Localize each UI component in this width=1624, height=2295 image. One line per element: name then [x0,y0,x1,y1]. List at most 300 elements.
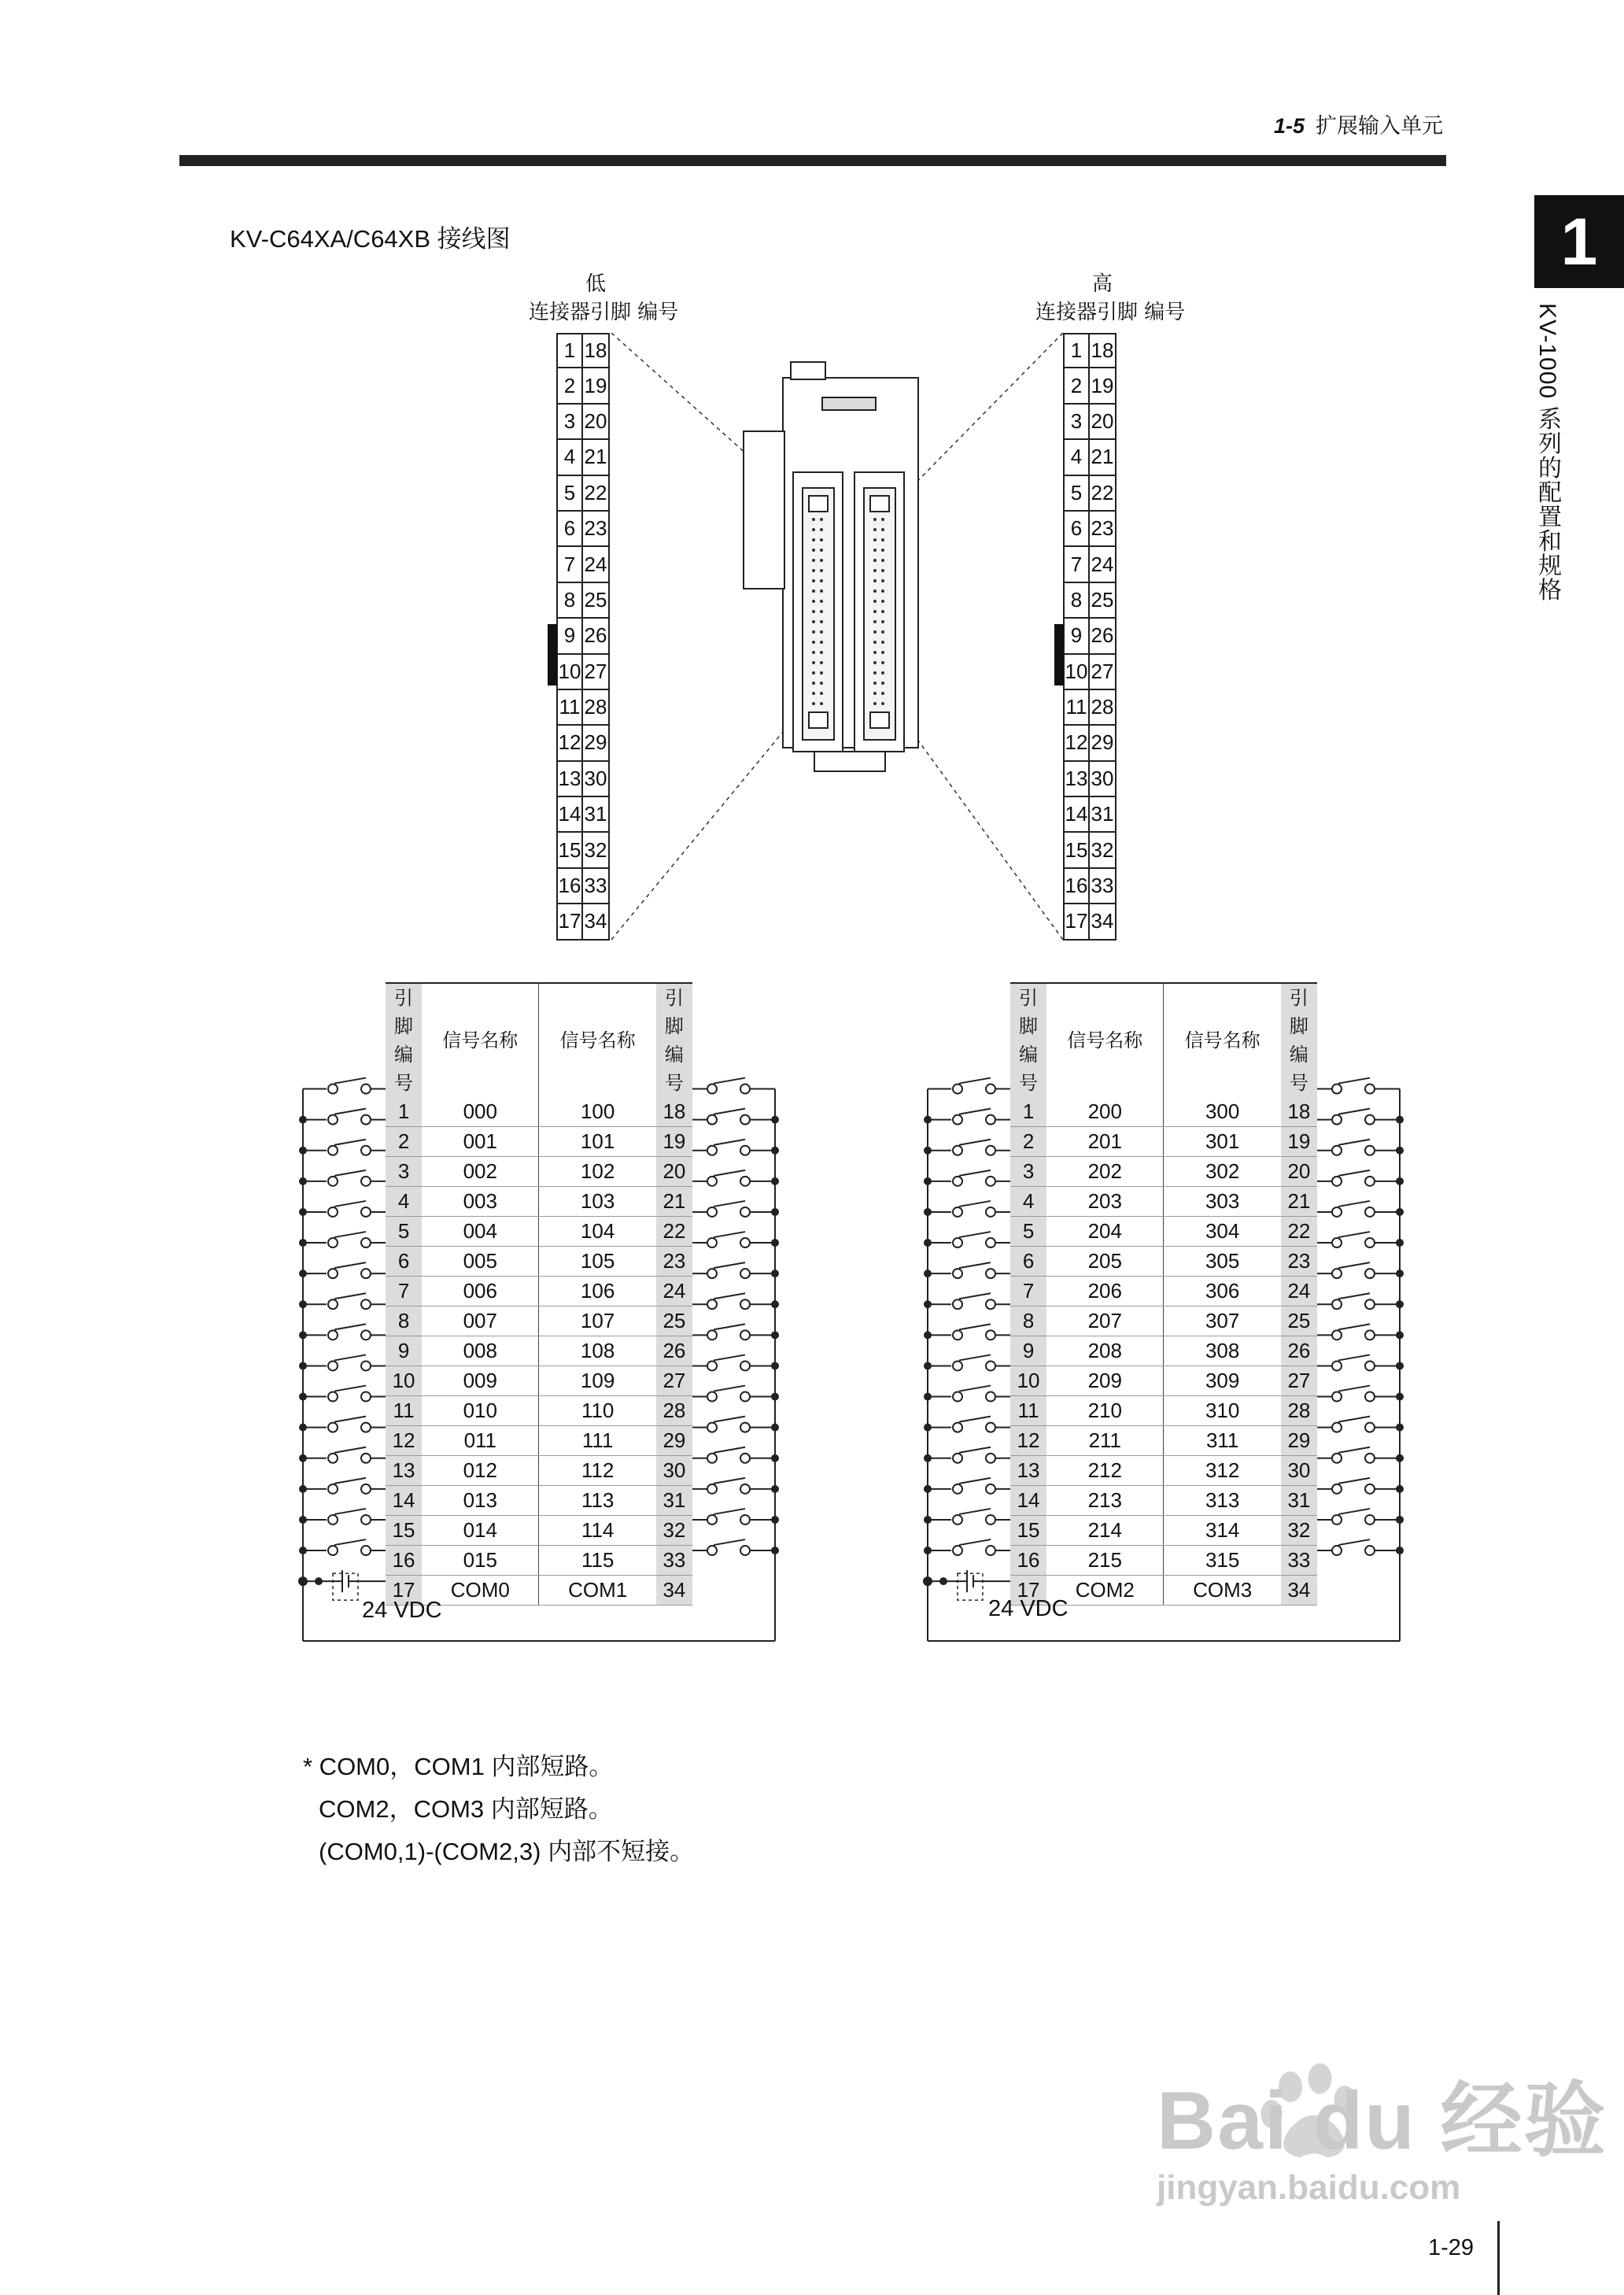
signal-name-cell: 115 [539,1546,656,1576]
switch-lever [959,1447,991,1453]
switch-contact [707,1115,717,1125]
pin-number: 18 [1090,333,1116,368]
switch-lever [959,1293,991,1299]
low-connector-label: 低 连接器引脚 编号 [529,272,679,324]
switch-contact [740,1546,750,1555]
pin-number: 29 [583,726,610,761]
switch-contact [1365,1515,1375,1524]
switch-contact [740,1454,750,1463]
signal-name-cell: 111 [539,1426,656,1456]
signal-name-cell: 205 [1046,1247,1164,1277]
signal-name-cell: 009 [422,1366,539,1396]
switch-lever [959,1140,991,1145]
pin-number: 9 [1063,619,1090,654]
pin-number-cell: 7 [386,1277,422,1306]
pin-number-cell: 18 [656,1097,692,1127]
pin-number-cell: 1 [386,1097,422,1127]
signal-name-cell: 206 [1046,1277,1164,1306]
switch-contact [953,1423,962,1432]
pin-number-cell: 26 [656,1336,692,1366]
pin-number: 30 [1090,762,1116,797]
switch-contact [740,1515,750,1524]
switch-lever [1338,1386,1370,1391]
pin-number-cell: 6 [386,1247,422,1277]
section-title: 扩展输入单元 [1316,114,1443,138]
switch-contact [953,1392,962,1402]
switch-contact [361,1269,371,1278]
pin-number-cell: 10 [386,1366,422,1396]
signal-name-cell: 003 [422,1187,539,1217]
switch-lever [714,1447,745,1453]
switch-contact [740,1484,750,1494]
pin-number: 5 [1063,476,1090,512]
switch-lever [1338,1509,1370,1514]
switch-contact [328,1330,338,1340]
pin-number: 33 [583,869,610,904]
switch-lever [1338,1478,1370,1484]
switch-lever [1338,1232,1370,1237]
switch-contact [328,1392,338,1402]
pin-number-cell: 5 [386,1217,422,1247]
signal-name-cell: 112 [539,1456,656,1486]
pin-number-cell: 12 [386,1426,422,1456]
switch-contact [361,1361,371,1370]
switch-lever [714,1262,745,1268]
switch-contact [707,1392,717,1402]
wiring-group [924,1078,1403,1641]
switch-contact [1332,1085,1342,1094]
switch-contact [740,1085,750,1094]
signal-name-cell: 203 [1046,1187,1164,1217]
switch-contact [953,1330,962,1340]
switch-lever [714,1201,745,1207]
pin-number: 23 [1090,512,1116,547]
switch-contact [1365,1546,1375,1555]
pin-number: 8 [1063,583,1090,619]
pin-number-cell: 21 [1281,1187,1317,1217]
switch-contact [328,1454,338,1463]
pin-number: 20 [1090,405,1116,440]
switch-contact [328,1115,338,1125]
chapter-tab: 1 [1534,195,1624,288]
chapter-side-title: KV-1000 系列的配置和规格 [1534,303,1560,602]
switch-contact [328,1299,338,1309]
switch-contact [1365,1269,1375,1278]
signal-name-cell: 105 [539,1247,656,1277]
switch-contact [740,1423,750,1432]
switch-lever [959,1078,991,1084]
pin-number: 13 [556,762,583,797]
notes [303,1746,694,1873]
switch-contact [953,1207,962,1217]
pin-number: 18 [583,333,610,368]
pin-number-cell: 5 [1010,1217,1046,1247]
signal-name-cell: 309 [1164,1366,1281,1396]
signal-name-cell: COM1 [539,1576,656,1606]
switch-lever [334,1201,366,1207]
pin-number-cell: 16 [386,1546,422,1576]
pin-number-cell: 19 [1281,1127,1317,1157]
switch-lever [959,1478,991,1484]
switch-contact [1332,1177,1342,1186]
switch-contact [986,1146,995,1155]
switch-lever [1338,1140,1370,1145]
switch-contact [1332,1423,1342,1432]
pin-number-cell: 8 [386,1306,422,1336]
signal-name-cell: 300 [1164,1097,1281,1127]
signal-header: 信号名称 [422,983,539,1097]
pin-number-cell: 27 [656,1366,692,1396]
pin-header: 引脚编号 [1010,983,1046,1097]
signal-name-cell: 200 [1046,1097,1164,1127]
pin-number: 6 [556,512,583,547]
switch-lever [959,1539,991,1545]
pin-number-cell: 20 [1281,1157,1317,1187]
pin-number: 1 [1063,333,1090,368]
switch-contact [740,1299,750,1309]
switch-lever [1338,1447,1370,1453]
pin-number: 11 [1063,690,1090,726]
signal-name-cell: 208 [1046,1336,1164,1366]
switch-contact [1365,1423,1375,1432]
switch-contact [953,1299,962,1309]
signal-name-cell: 209 [1046,1366,1164,1396]
pin-number-cell: 23 [656,1247,692,1277]
switch-contact [1332,1269,1342,1278]
switch-contact [1365,1177,1375,1186]
switch-contact [953,1454,962,1463]
switch-contact [740,1392,750,1402]
switch-contact [740,1177,750,1186]
switch-contact [707,1454,717,1463]
signal-name-cell: 007 [422,1306,539,1336]
switch-lever [714,1140,745,1145]
switch-lever [714,1417,745,1422]
note-3: (COM0,1)-(COM2,3) 内部不短接。 [319,1838,695,1865]
diagram-title: KV-C64XA/C64XB 接线图 [230,225,511,253]
signal-name-cell: 212 [1046,1456,1164,1486]
pin-number-cell: 22 [1281,1217,1317,1247]
signal-name-cell: 210 [1046,1396,1164,1426]
switch-contact [361,1546,371,1555]
switch-lever [714,1109,745,1114]
signal-name-cell: 108 [539,1336,656,1366]
signal-name-cell: 302 [1164,1157,1281,1187]
switch-lever [714,1078,745,1084]
signal-name-cell: 315 [1164,1546,1281,1576]
switch-contact [1332,1299,1342,1309]
switch-lever [334,1478,366,1484]
junction [940,1578,947,1584]
wiring-group [299,1078,778,1641]
switch-contact [707,1299,717,1309]
switch-contact [361,1423,371,1432]
signal-name-cell: 215 [1046,1546,1164,1576]
switch-lever [334,1509,366,1514]
signal-name-cell: 103 [539,1187,656,1217]
signal-name-cell: 000 [422,1097,539,1127]
switch-contact [1332,1361,1342,1370]
switch-contact [328,1361,338,1370]
pin-number-cell: 31 [656,1486,692,1516]
signal-name-cell: 307 [1164,1306,1281,1336]
switch-contact [986,1115,995,1125]
switch-lever [959,1232,991,1237]
pin-header: 引脚编号 [1281,983,1317,1097]
pin-number: 16 [556,869,583,904]
pin-header: 引脚编号 [386,983,422,1097]
pin-number-cell: 2 [386,1127,422,1157]
switch-contact [953,1484,962,1494]
pin-number-cell: 34 [1281,1576,1317,1606]
pin-number: 34 [583,904,610,940]
switch-lever [334,1262,366,1268]
switch-contact [1365,1454,1375,1463]
switch-contact [361,1207,371,1217]
signal-name-cell: 214 [1046,1516,1164,1546]
switch-contact [986,1207,995,1217]
pin-number-cell: 17 [1010,1576,1046,1606]
switch-lever [334,1293,366,1299]
switch-lever [959,1417,991,1422]
signal-name-cell: 110 [539,1396,656,1426]
pin-number-cell: 29 [656,1426,692,1456]
watermark [1157,2054,1607,2207]
switch-contact [361,1115,371,1125]
pin-number: 15 [1063,833,1090,868]
switch-lever [959,1386,991,1391]
switch-contact [740,1115,750,1125]
signal-name-cell: 014 [422,1516,539,1546]
switch-contact [1332,1330,1342,1340]
pin-number-cell: 11 [386,1396,422,1426]
section-number: 1-5 [1273,114,1305,138]
switch-contact [740,1361,750,1370]
pin-number: 26 [583,619,610,654]
pin-number: 14 [556,797,583,833]
pin-number: 11 [556,690,583,726]
switch-contact [1332,1238,1342,1247]
high-connector-label: 高 连接器引脚 编号 [1035,272,1186,324]
pin-number: 30 [583,762,610,797]
switch-contact [707,1330,717,1340]
pin-number-cell: 16 [1010,1546,1046,1576]
pin-number-cell: 20 [656,1157,692,1187]
pin-number-cell: 23 [1281,1247,1317,1277]
signal-name-cell: 010 [422,1396,539,1426]
switch-contact [1332,1484,1342,1494]
switch-contact [953,1146,962,1155]
switch-contact [740,1269,750,1278]
pin-number-cell: 21 [656,1187,692,1217]
signal-name-cell: 305 [1164,1247,1281,1277]
switch-contact [328,1146,338,1155]
pin-number: 21 [583,440,610,475]
switch-contact [328,1484,338,1494]
pin-number-cell: 1 [1010,1097,1046,1127]
signal-name-cell: 213 [1046,1486,1164,1516]
signal-name-cell: 113 [539,1486,656,1516]
signal-name-cell: 312 [1164,1456,1281,1486]
switch-contact [328,1207,338,1217]
pin-number-cell: 30 [1281,1456,1317,1486]
switch-contact [361,1330,371,1340]
pin-number: 7 [1063,547,1090,582]
signal-header: 信号名称 [1046,983,1164,1097]
switch-contact [361,1515,371,1524]
note-1: * COM0，COM1 内部短路。 [303,1753,614,1780]
signal-name-cell: 301 [1164,1127,1281,1157]
pin-number-cell: 3 [1010,1157,1046,1187]
pin-number-cell: 25 [1281,1306,1317,1336]
switch-contact [707,1085,717,1094]
switch-lever [714,1324,745,1329]
pin-number-cell: 32 [656,1516,692,1546]
signal-name-cell: 100 [539,1097,656,1127]
switch-lever [1338,1539,1370,1545]
switch-contact [328,1238,338,1247]
switch-lever [334,1140,366,1145]
switch-contact [986,1392,995,1402]
switch-lever [334,1109,366,1114]
signal-name-cell: 008 [422,1336,539,1366]
switch-contact [328,1546,338,1555]
pin-number: 12 [556,726,583,761]
signal-name-cell: 211 [1046,1426,1164,1456]
switch-lever [959,1201,991,1207]
switch-lever [334,1417,366,1422]
pin-number: 28 [583,690,610,726]
pin-number: 12 [1063,726,1090,761]
switch-contact [740,1330,750,1340]
switch-contact [707,1361,717,1370]
switch-contact [707,1207,717,1217]
switch-contact [361,1085,371,1094]
switch-contact [986,1330,995,1340]
switch-contact [707,1146,717,1155]
signal-name-cell: 005 [422,1247,539,1277]
pin-number-cell: 7 [1010,1277,1046,1306]
switch-lever [334,1354,366,1360]
pin-number-cell: 12 [1010,1426,1046,1456]
switch-contact [740,1238,750,1247]
pin-number: 32 [1090,833,1116,868]
pin-number: 6 [1063,512,1090,547]
switch-contact [986,1454,995,1463]
signal-name-cell: COM2 [1046,1576,1164,1606]
switch-contact [1332,1515,1342,1524]
switch-contact [953,1546,962,1555]
signal-name-cell: 306 [1164,1277,1281,1306]
pin-number: 28 [1090,690,1116,726]
switch-contact [328,1085,338,1094]
battery-dashed-box [958,1573,983,1600]
signal-name-cell: 107 [539,1306,656,1336]
pin-number-cell: 8 [1010,1306,1046,1336]
signal-name-cell: 109 [539,1366,656,1396]
switch-lever [1338,1170,1370,1176]
signal-name-cell: 314 [1164,1516,1281,1546]
switch-contact [953,1115,962,1125]
pin-number: 26 [1090,619,1116,654]
switch-contact [328,1423,338,1432]
note-2: COM2，COM3 内部短路。 [319,1795,613,1823]
pin-number-cell: 4 [386,1187,422,1217]
pin-number: 4 [1063,440,1090,475]
switch-contact [953,1085,962,1094]
pin-number: 31 [1090,797,1116,833]
pin-number-cell: 19 [656,1127,692,1157]
pin-number: 17 [1063,904,1090,940]
pin-number-cell: 9 [386,1336,422,1366]
pin-number: 29 [1090,726,1116,761]
switch-contact [707,1238,717,1247]
battery-dashed-box [333,1573,358,1600]
switch-contact [986,1515,995,1524]
switch-lever [334,1324,366,1329]
switch-lever [1338,1201,1370,1207]
pin-number: 14 [1063,797,1090,833]
pin-number: 3 [556,405,583,440]
switch-contact [1365,1115,1375,1125]
pin-number-cell: 32 [1281,1516,1317,1546]
switch-lever [714,1386,745,1391]
pin-number: 31 [583,797,610,833]
signal-name-cell: 202 [1046,1157,1164,1187]
switch-contact [953,1238,962,1247]
pin-number-cell: 13 [1010,1456,1046,1486]
switch-contact [953,1515,962,1524]
pin-number-cell: 17 [386,1576,422,1606]
switch-contact [986,1085,995,1094]
switch-contact [1365,1238,1375,1247]
signal-name-cell: 015 [422,1546,539,1576]
switch-contact [328,1177,338,1186]
switch-contact [361,1454,371,1463]
pin-number: 17 [556,904,583,940]
switch-lever [959,1324,991,1329]
watermark-url: jingyan.baidu.com [1157,2168,1461,2207]
switch-lever [714,1170,745,1176]
supply-label-left: 24 VDC [362,1598,442,1623]
signal-name-cell: 001 [422,1127,539,1157]
switch-contact [1365,1207,1375,1217]
switch-contact [986,1177,995,1186]
page-number-rule [1497,2221,1500,2295]
switch-contact [986,1299,995,1309]
signal-name-cell: 201 [1046,1127,1164,1157]
switch-contact [1365,1299,1375,1309]
switch-lever [714,1232,745,1237]
switch-lever [334,1170,366,1176]
pin-number-cell: 14 [386,1486,422,1516]
pin-number: 3 [1063,405,1090,440]
switch-lever [1338,1262,1370,1268]
signal-name-cell: COM0 [422,1576,539,1606]
signal-name-cell: 106 [539,1277,656,1306]
pin-number-cell: 3 [386,1157,422,1187]
pin-number: 22 [583,476,610,512]
watermark-brand: Bai du 经验 [1157,2075,1607,2167]
signal-name-cell: 114 [539,1516,656,1546]
signal-name-cell: 101 [539,1127,656,1157]
switch-contact [361,1177,371,1186]
pin-number-cell: 28 [656,1396,692,1426]
switch-contact [707,1546,717,1555]
pin-number: 33 [1090,869,1116,904]
pin-number-cell: 22 [656,1217,692,1247]
switch-contact [986,1546,995,1555]
